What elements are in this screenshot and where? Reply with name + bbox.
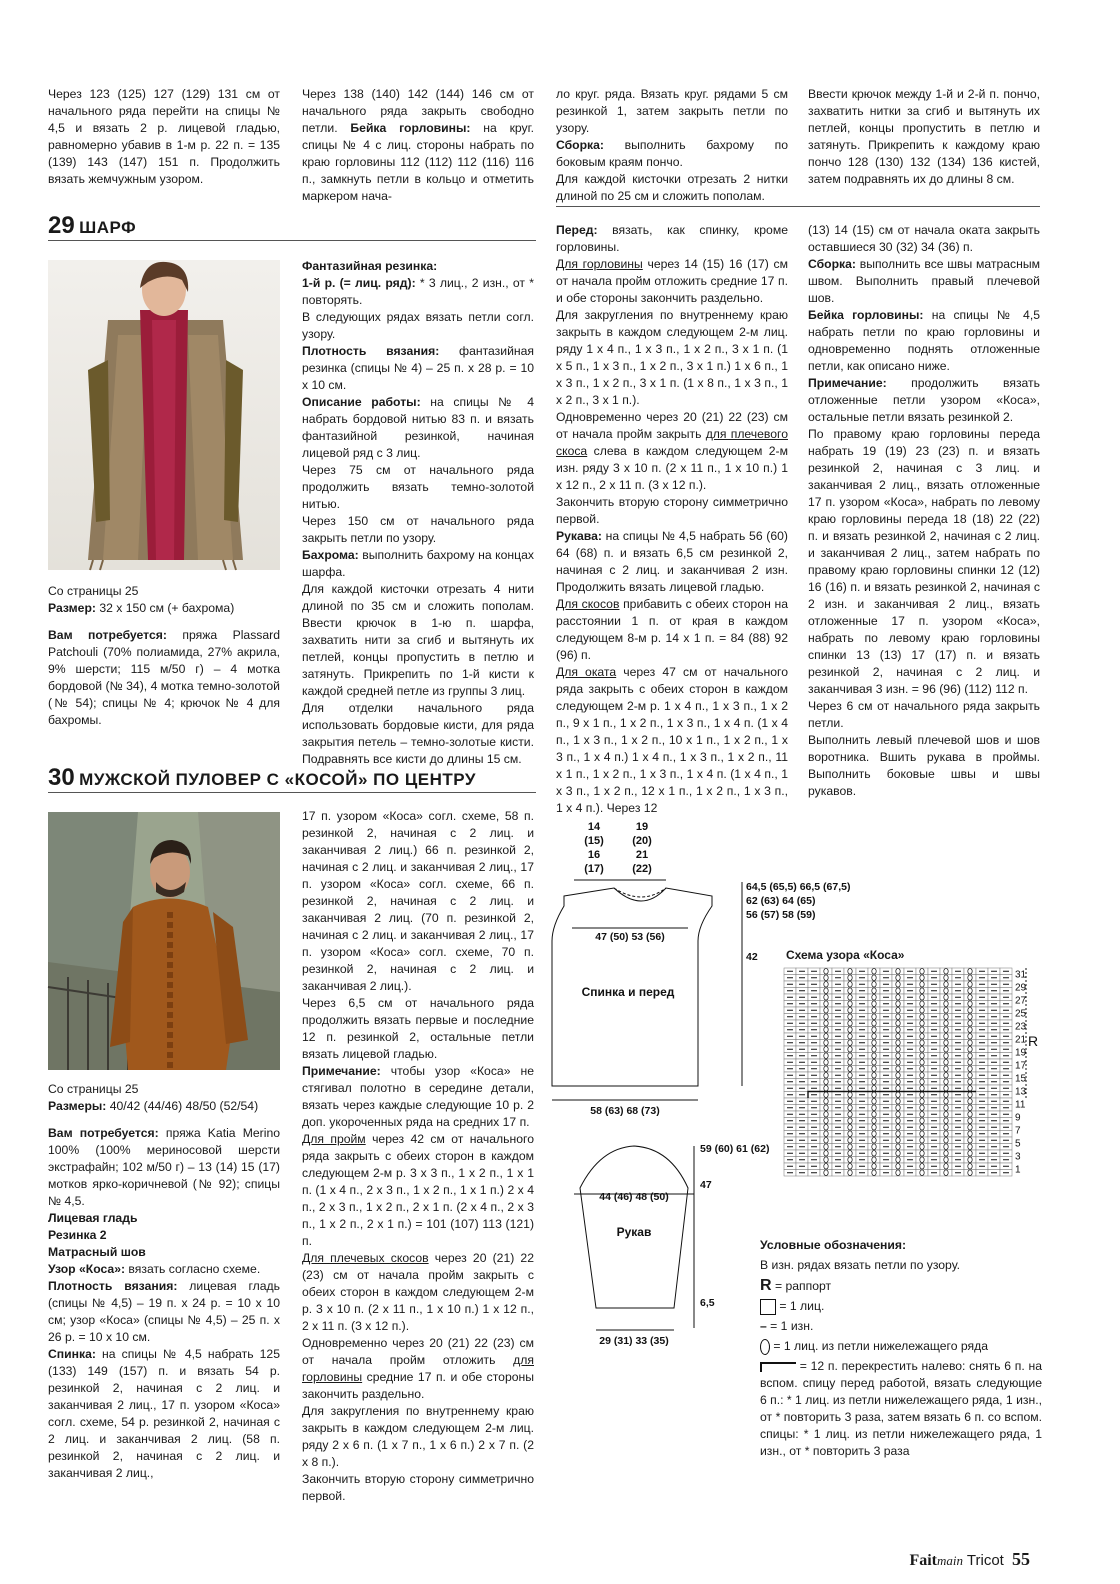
chart-cell: [940, 981, 952, 988]
chart-cell: [916, 1072, 928, 1079]
chart-cell: [868, 1040, 880, 1047]
chart-row-label: 7: [1015, 1125, 1021, 1137]
chart-cell: [892, 1033, 904, 1040]
chart-cell: [892, 1040, 904, 1047]
chart-cell: [892, 1072, 904, 1079]
chart-cell: [820, 1144, 832, 1151]
chart-cell: [964, 975, 976, 982]
page-number: 55: [1012, 1549, 1030, 1569]
chart-cell: [892, 994, 904, 1001]
chart-cell: [820, 1163, 832, 1170]
svg-text:(22): (22): [632, 863, 652, 875]
svg-text:21: 21: [635, 849, 649, 861]
chart-cell: [940, 1014, 952, 1021]
chart-cell: [844, 1079, 856, 1086]
chart-cell: [844, 1014, 856, 1021]
chart-cell: [964, 968, 976, 975]
s29-col-2: Фантазийная резинка: 1-й р. (= лиц. ряд): * 3 лиц., 2 изн., от * повторять. В следующих рядах вязать петли согл. узору. Плотность вязания: фантазийная резинка (спицы № 4) – 25 п. х 28 р. = 10 х 10 см. Описание работы: на спицы № 4 набрать бордовой нитью 83 п. и вязать фантазийной резинкой, начиная лицевой ряд с 3 лиц. Через 75 см от начального ряда продолжить вязать темно-золотой нитью. Через 150 см от начального ряда закрыть петли по узору. Бахрома: выполнить бахрому на концах шарфа. Для каждой кисточки отрезать 4 нити длиной по 35 см и сложить пополам. Ввести крючок в 1-ю п. шарфа, захватить нити за сгиб и вытянуть их петлей, концы пропустить в петлю и затянуть. Прикрепить по 1-й кисти к каждой средней петле из группы 3 лиц. Для отделки начального ряда использовать бордовые кисти, для ряда закрытия петель – темно-золотые кисти. Подравнять все кисти до длины 15 см.: [302, 259, 534, 766]
chart-row-label: 25: [1015, 1008, 1027, 1020]
chart-cell: [868, 1079, 880, 1086]
chart-cell: [820, 1124, 832, 1131]
chart-cell: [964, 1079, 976, 1086]
chart-cell: [916, 1040, 928, 1047]
chart-cell: [964, 1098, 976, 1105]
chart-cell: [964, 1033, 976, 1040]
chart-cell: [940, 1118, 952, 1125]
chart-cell: [916, 1079, 928, 1086]
s30-specs: Со страницы 25 Размеры: 40/42 (44/46) 48/50 (52/54) Вам потребуется: пряжа Katia Merino 100% (100% мериносовой шерсти экстрафайн; 102 м/50 г) – 13 (14) 15 (17) мотков ярко-коричневой (№ 92); спицы № 4,5. Лицевая гладь Резинка 2 Матрасный шов Узор «Коса»: вязать согласно схеме. Плотность вязания: лицевая гладь (спицы № 4,5) – 19 п. х 24 р. = 10 х 10 см; узор «Коса» (спицы № 4,5) – 25 п. х 26 р. = 10 х 10 см. Спинка: на спицы № 4,5 набрать 125 (133) 149 (157) п. и вязать 54 р. резинкой 2, начиная с 2 лиц. и заканчивая 2 лиц., 17 п. узором «Коса» согл. схеме, 54 р. резинкой 2, начиная с 2 лиц. и заканчивая 2 лиц. (58 п. резинкой 2, начиная с 2 лиц. и заканчивая 2 лиц.,: [48, 1082, 281, 1480]
chart-cell: [916, 1118, 928, 1125]
cable-cross-symbol: [760, 1362, 796, 1372]
chart-cell: [844, 1144, 856, 1151]
chart-cell: [820, 994, 832, 1001]
chart-cell: [940, 1124, 952, 1131]
chart-cell: [940, 1163, 952, 1170]
chart-cell: [892, 1131, 904, 1138]
chart-cell: [892, 1092, 904, 1099]
chart-cell: [820, 1007, 832, 1014]
chart-cell: [868, 988, 880, 995]
chart-cell: [916, 1014, 928, 1021]
chart-cell: [940, 1092, 952, 1099]
chart-cell: [940, 1040, 952, 1047]
svg-text:44 (46) 48 (50): 44 (46) 48 (50): [599, 1191, 669, 1203]
chart-row-label: 27: [1015, 995, 1027, 1007]
chart-cell: [916, 1150, 928, 1157]
chart-cell: [820, 1137, 832, 1144]
section-30-rule: [48, 792, 536, 793]
chart-row-label: 17: [1015, 1060, 1027, 1072]
chart-cell: [844, 1040, 856, 1047]
chart-cell: [940, 1150, 952, 1157]
chart-cell: [820, 1079, 832, 1086]
chart-cell: [964, 1040, 976, 1047]
chart-cell: [820, 1098, 832, 1105]
chart-cell: [964, 1137, 976, 1144]
chart-cell: [892, 1053, 904, 1060]
chart-cell: [964, 1163, 976, 1170]
chart-cell: [868, 1137, 880, 1144]
chart-cell: [820, 1131, 832, 1138]
chart-cell: [820, 1092, 832, 1099]
chart-cell: [844, 1131, 856, 1138]
chart-cell: [868, 1131, 880, 1138]
chart-cell: [964, 1105, 976, 1112]
chart-cell: [916, 1046, 928, 1053]
chart-cell: [868, 981, 880, 988]
s29-specs: Со страницы 25 Размер: 32 х 150 см (+ бахрома) Вам потребуется: пряжа Plassard Patchouli (70% полиамида, 27% акрила, 9% шерсти; 115 м/50 г) – 4 мотка бордовой (№ 34), 4 мотка темно-золотой (№ 54); спицы № 4; крючок № 4 для бахромы.: [48, 584, 281, 727]
kosa-chart: [784, 968, 1046, 1186]
chart-cell: [892, 981, 904, 988]
svg-text:62 (63) 64 (65): 62 (63) 64 (65): [746, 895, 816, 907]
chart-cell: [964, 1066, 976, 1073]
chart-cell: [940, 1111, 952, 1118]
chart-cell: [844, 1124, 856, 1131]
chart-row-label: 13: [1015, 1086, 1027, 1098]
chart-cell: [892, 1124, 904, 1131]
chart-cell: [940, 1066, 952, 1073]
chart-cell: [892, 988, 904, 995]
chart-cell: [820, 988, 832, 995]
chart-cell: [964, 1170, 976, 1177]
chart-cell: [820, 968, 832, 975]
chart-cell: [940, 1033, 952, 1040]
legend: Условные обозначения: В изн. рядах вязать петли по узору. R = раппорт = 1 лиц. – = 1 изн. = 1 лиц. из петли нижележащего ряда = 12 п. перекрестить налево: снять 6 п. на вспом. спицу перед работой, вязать следующие 6 п.: * 1 лиц. из петли нижележащего ряда, 1 изн., от * повторить 3 раза, затем вязать 6 п. со вспом. спицы: * 1 лиц. из петли нижележащего ряда, 1 изн., от * повторить 3 раза: [760, 1238, 1042, 1458]
chart-cell: [844, 1105, 856, 1112]
chart-cell: [844, 1092, 856, 1099]
chart-cell: [820, 981, 832, 988]
svg-text:59 (60) 61 (62): 59 (60) 61 (62): [700, 1143, 770, 1155]
chart-cell: [916, 1059, 928, 1066]
chart-cell: [964, 981, 976, 988]
scarf-photo: [48, 260, 280, 570]
chart-cell: [940, 968, 952, 975]
chart-cell: [868, 994, 880, 1001]
chart-cell: [916, 1131, 928, 1138]
chart-cell: [820, 1085, 832, 1092]
chart-cell: [940, 975, 952, 982]
chart-cell: [892, 1163, 904, 1170]
svg-text:Спинка и перед: Спинка и перед: [581, 985, 675, 999]
chart-cell: [868, 1144, 880, 1151]
chart-cell: [916, 1053, 928, 1060]
sleeve-schematic: [556, 1138, 792, 1358]
chart-cell: [964, 1118, 976, 1125]
chart-cell: [844, 1046, 856, 1053]
svg-text:(15): (15): [584, 835, 604, 847]
chart-cell: [916, 1170, 928, 1177]
chart-cell: [892, 1118, 904, 1125]
chart-row-label: 21: [1015, 1034, 1027, 1046]
svg-text:16: 16: [587, 849, 601, 861]
svg-text:29 (31) 33 (35): 29 (31) 33 (35): [599, 1335, 669, 1347]
chart-cell: [820, 1001, 832, 1008]
s29-col-4: (13) 14 (15) см от начала оката закрыть оставшиеся 30 (32) 34 (36) п. Сборка: выполнить все швы матрасным швом. Выполнить правый плечевой шов. Бейка горловины: на спицы № 4,5 набрать петли по краю горловины и одновременно поднять отложенные петли, как описано ниже. Примечание: продолжить вязать отложенные петли узором «Коса», остальные петли вязать резинкой 2. По правому краю горловины переда набрать 19 (19) 23 (23) п. и вязать резинкой 2, начиная с 3 лиц. и заканчивая 2 лиц., вязать отложенные 17 п. узором «Коса», набрать по левому краю горловины переда 18 (18) 22 (22) п. и вязать резинкой 2, начиная с 2 лиц. и заканчивая 2 лиц., затем набрать по правому краю горловины спинки 12 (12) 16 (16) п. и вязать резинкой 2, начиная с 2 изн. и заканчивая 2 лиц., вязать отложенные 17 п. узором «Коса», набрать по левому краю горловины спинки 13 (13) 17 (17) п. и вязать резинкой 2, начиная с 2 лиц. и заканчивая 3 изн. = 96 (96) (112) 112 п. Через 6 см от начального ряда закрыть петли. Выполнить левый плечевой шов и шов воротника. Вшить рукава в проймы. Выполнить боковые швы и швы рукавов.: [808, 223, 1041, 798]
chart-cell: [892, 1001, 904, 1008]
chart-row-label: 11: [1015, 1099, 1026, 1111]
knit-below-symbol: [760, 1339, 770, 1355]
chart-cell: [868, 1072, 880, 1079]
top-col-3: ло круг. ряда. Вязать круг. рядами 5 см резинкой 1, затем закрыть петли по узору. Сборка: выполнить бахрому по боковым краям пончо. Для каждой кисточки отрезать 2 нитки длиной по 25 см и сложить пополам.: [556, 87, 788, 203]
chart-cell: [916, 1124, 928, 1131]
chart-cell: [964, 1046, 976, 1053]
chart-cell: [916, 1027, 928, 1034]
chart-cell: [916, 1163, 928, 1170]
chart-cell: [964, 1124, 976, 1131]
chart-cell: [940, 1079, 952, 1086]
chart-cell: [820, 1014, 832, 1021]
chart-cell: [844, 1137, 856, 1144]
svg-text:47: 47: [700, 1179, 712, 1191]
chart-cell: [844, 1020, 856, 1027]
chart-cell: [940, 1027, 952, 1034]
chart-cell: [892, 1144, 904, 1151]
page-footer: Faitmain Tricot 55: [909, 1549, 1030, 1569]
chart-cell: [820, 1150, 832, 1157]
chart-cell: [916, 1066, 928, 1073]
section-29-heading: 29 ШАРФ: [48, 212, 137, 239]
chart-cell: [916, 1033, 928, 1040]
chart-cell: [820, 975, 832, 982]
pullover-photo: [48, 812, 280, 1070]
chart-cell: [868, 1124, 880, 1131]
svg-text:56 (57) 58 (59): 56 (57) 58 (59): [746, 909, 816, 921]
chart-cell: [820, 1066, 832, 1073]
chart-cell: [964, 1144, 976, 1151]
chart-cell: [892, 1157, 904, 1164]
chart-cell: [964, 1007, 976, 1014]
chart-cell: [940, 1098, 952, 1105]
chart-cell: [964, 1157, 976, 1164]
chart-cell: [868, 968, 880, 975]
chart-cell: [916, 1105, 928, 1112]
chart-cell: [892, 975, 904, 982]
chart-cell: [964, 1111, 976, 1118]
chart-cell: [940, 1007, 952, 1014]
chart-cell: [820, 1170, 832, 1177]
chart-cell: [892, 1085, 904, 1092]
chart-cell: [868, 1085, 880, 1092]
chart-cell: [892, 1170, 904, 1177]
svg-text:64,5 (65,5) 66,5 (67,5): 64,5 (65,5) 66,5 (67,5): [746, 881, 851, 893]
chart-cell: [868, 1170, 880, 1177]
chart-cell: [820, 1072, 832, 1079]
top-col-4: Ввести крючок между 1-й и 2-й п. пончо, захватить нитки за сгиб и вытянуть их петлей, концы пропустить в петлю и затянуть. Прикрепить к каждому краю пончо 128 (130) 132 (134) 136 кистей, затем подравнять их до длины 8 см.: [808, 87, 1040, 186]
chart-cell: [940, 1053, 952, 1060]
chart-cell: [844, 1033, 856, 1040]
chart-cell: [844, 981, 856, 988]
chart-cell: [844, 1098, 856, 1105]
chart-cell: [868, 1118, 880, 1125]
chart-cell: [844, 1007, 856, 1014]
chart-cell: [916, 1085, 928, 1092]
chart-cell: [916, 1092, 928, 1099]
chart-cell: [868, 1007, 880, 1014]
chart-cell: [916, 988, 928, 995]
chart-cell: [940, 1085, 952, 1092]
s29-col-3: Перед: вязать, как спинку, кроме горловины. Для горловины через 14 (15) 16 (17) см от начала пройм отложить средние 17 п. и обе стороны закончить раздельно. Для закругления по внутреннему краю закрыть в каждом следующем 2-м лиц. ряду 1 х 4 п., 1 х 3 п., 1 х 2 п., 3 х 1 п. (1 х 5 п., 1 х 3 п., 1 х 2 п., 3 х 1 п.) 1 х 6 п., 1 х 3 п., 1 х 2 п., 3 х 1 п. (1 х 8 п., 1 х 3 п., 1 х 2 п., 3 х 1 п.). Одновременно через 20 (21) 22 (23) см от начала пройм закрыть для плечевого скоса слева в каждом следующем 2-м изн. ряду 3 х 10 п. (2 х 11 п., 1 х 10 п.) 1 х 12 п., 2 х 11 п. (3 х 12 п.). Закончить вторую сторону симметрично первой. Рукава: на спицы № 4,5 набрать 56 (60) 64 (68) п. и вязать 6,5 см резинкой 2, начиная с 2 лиц. и заканчивая 2 изн. Продолжить вязать лицевой гладью. Для скосов прибавить с обеих сторон на расстоянии 1 п. от края в каждом следующем 8-м р. 14 х 1 п. = 84 (88) 92 (96) п. Для оката через 47 см от начального ряда закрыть с обеих сторон в каждом следующем 2-м р. 1 х 4 п., 1 х 3 п., 1 х 2 п., 9 х 1 п., 1 х 2 п., 1 х 3 п., 1 х 4 п. (1 х 4 п., 1 х 3 п., 1 х 2 п., 10 х 1 п., 1 х 2 п., 1 х 3 п., 1 х 4 п.) 1 х 4 п., 1 х 3 п., 1 х 2 п., 11 х 1 п., 1 х 2 п., 1 х 3 п., 1 х 4 п. (1 х 4 п., 1 х 3 п., 1 х 2 п., 12 х 1 п., 1 х 2 п., 1 х 3 п., 1 х 4 п.). Через 12: [556, 223, 788, 815]
chart-cell: [844, 1157, 856, 1164]
chart-cell: [892, 1027, 904, 1034]
chart-cell: [892, 1014, 904, 1021]
chart-cell: [940, 1020, 952, 1027]
chart-cell: [964, 1059, 976, 1066]
chart-cell: [916, 968, 928, 975]
chart-cell: [916, 981, 928, 988]
knit-symbol: [760, 1299, 776, 1315]
section-29-rule: [48, 240, 536, 241]
chart-cell: [964, 1150, 976, 1157]
chart-row-label: 29: [1015, 982, 1027, 994]
chart-cell: [916, 975, 928, 982]
chart-cell: [844, 1085, 856, 1092]
chart-cell: [892, 1111, 904, 1118]
chart-cell: [844, 988, 856, 995]
svg-text:Рукав: Рукав: [616, 1225, 652, 1239]
chart-cell: [844, 1150, 856, 1157]
chart-cell: [964, 1085, 976, 1092]
chart-cell: [844, 1001, 856, 1008]
svg-text:(20): (20): [632, 835, 652, 847]
chart-cell: [844, 1111, 856, 1118]
chart-cell: [820, 1046, 832, 1053]
chart-row-label: 3: [1015, 1151, 1021, 1163]
chart-cell: [940, 1157, 952, 1164]
purl-symbol: –: [760, 1319, 767, 1333]
chart-cell: [844, 968, 856, 975]
chart-cell: [940, 988, 952, 995]
svg-text:(17): (17): [584, 863, 604, 875]
chart-cell: [844, 1059, 856, 1066]
chart-cell: [844, 1027, 856, 1034]
svg-text:6,5: 6,5: [700, 1297, 715, 1309]
top-col-2: Через 138 (140) 142 (144) 146 см от начального ряда закрыть свободно петли. Бейка горловины: на круг. спицы № 4 с лиц. стороны набрать по краю горловины 112 (112) 112 (116) 116 п., замкнуть петли в кольцо и отметить маркером нача-: [302, 87, 534, 203]
chart-cell: [844, 1118, 856, 1125]
chart-cell: [940, 1001, 952, 1008]
shoulder-label: 19: [635, 821, 649, 833]
chart-cell: [820, 1040, 832, 1047]
chart-cell: [844, 1163, 856, 1170]
chart-cell: [916, 1098, 928, 1105]
chart-cell: [868, 1111, 880, 1118]
chart-cell: [940, 1170, 952, 1177]
chart-cell: [892, 1137, 904, 1144]
chart-cell: [820, 1111, 832, 1118]
chart-cell: [844, 994, 856, 1001]
chart-cell: [892, 1105, 904, 1112]
chart-cell: [868, 1059, 880, 1066]
chart-cell: [820, 1020, 832, 1027]
chart-cell: [940, 1131, 952, 1138]
chart-cell: [916, 994, 928, 1001]
chart-cell: [820, 1118, 832, 1125]
chart-cell: [868, 1092, 880, 1099]
chart-cell: [940, 994, 952, 1001]
chart-cell: [844, 1072, 856, 1079]
chart-cell: [844, 1053, 856, 1060]
chart-cell: [964, 1072, 976, 1079]
chart-cell: [844, 1066, 856, 1073]
chart-cell: [964, 988, 976, 995]
chart-cell: [964, 1027, 976, 1034]
svg-text:58 (63) 68 (73): 58 (63) 68 (73): [590, 1105, 660, 1117]
chart-cell: [892, 968, 904, 975]
chart-cell: [916, 1157, 928, 1164]
chart-cell: [868, 1053, 880, 1060]
chart-row-label: 1: [1015, 1164, 1021, 1176]
chart-cell: [940, 1137, 952, 1144]
chart-cell: [892, 1098, 904, 1105]
chart-cell: [916, 1007, 928, 1014]
chart-cell: [820, 1053, 832, 1060]
svg-text:47 (50) 53 (56): 47 (50) 53 (56): [595, 931, 665, 943]
chart-cell: [820, 1027, 832, 1034]
chart-cell: [844, 1170, 856, 1177]
chart-cell: [892, 1066, 904, 1073]
chart-cell: [868, 1020, 880, 1027]
chart-row-label: 5: [1015, 1138, 1021, 1150]
section-29-rule-right: [556, 206, 1040, 207]
chart-cell: [868, 1014, 880, 1021]
chart-cell: [868, 1157, 880, 1164]
chart-title: Схема узора «Коса»: [786, 948, 905, 962]
section-30-heading: 30 МУЖСКОЙ ПУЛОВЕР С «КОСОЙ» ПО ЦЕНТРУ: [48, 764, 476, 791]
chart-cell: [964, 994, 976, 1001]
chart-row-label: 15: [1015, 1073, 1027, 1085]
chart-cell: [940, 1059, 952, 1066]
chart-cell: [964, 1053, 976, 1060]
chart-cell: [916, 1144, 928, 1151]
chart-cell: [868, 1105, 880, 1112]
chart-cell: [820, 1157, 832, 1164]
chart-cell: [964, 1001, 976, 1008]
chart-cell: [916, 1020, 928, 1027]
chart-cell: [964, 1131, 976, 1138]
chart-cell: [820, 1033, 832, 1040]
s30-col-2: 17 п. узором «Коса» согл. схеме, 58 п. резинкой 2, начиная с 2 лиц. и заканчивая 2 лиц.) 66 п. резинкой 2, начиная с 2 лиц. и заканчивая 2 лиц., 17 п. узором «Коса» согл. схеме, 66 п. резинкой 2, начиная с 2 лиц. и заканчивая 2 лиц. (70 п. резинкой 2, начиная с 2 лиц. и заканчивая 2 лиц., 17 п. узором «Коса» согл. схеме, 70 п. резинкой 2, начиная с 2 лиц. и заканчивая 2 лиц.). Через 6,5 см от начального ряда продолжить вязать первые и последние 12 п. резинкой 2, остальные петли вязать лицевой гладью. Примечание: чтобы узор «Коса» не стягивал полотно в середине детали, вязать через каждые следующие 10 р. 2 доп. укороченных ряда на средних 17 п. Для пройм через 42 см от начального ряда закрыть с обеих сторон в каждом следующем 2-м р. 3 х 3 п., 1 х 2 п., 1 х 1 п. (1 х 4 п., 2 х 3 п., 1 х 2 п., 1 х 1 п.) 2 х 4 п., 2 х 3 п., 1 х 2 п., 2 х 1 п. (2 х 4 п., 2 х 3 п., 1 х 2 п., 2 х 1 п.) = 101 (107) 113 (121) п. Для плечевых скосов через 20 (21) 22 (23) см от начала пройм закрыть с обеих сторон в каждом следующем 2-м р. 3 х 10 п. (2 х 11 п., 1 х 10 п.) 1 х 12 п., 2 х 11 п. (3 х 12 п.). Одновременно через 20 (21) 22 (23) см от начала пройм отложить для горловины средние 17 п. и обе стороны закончить раздельно. Для закругления по внутреннему краю закрыть в каждом следующем 2-м лиц. ряду 2 х 6 п. (1 х 7 п., 1 х 6 п.) 2 х 7 п. (2 х 8 п.). Закончить вторую сторону симметрично первой.: [302, 809, 534, 1503]
neck-width-label: 14: [587, 821, 601, 833]
chart-row-label: 31: [1015, 969, 1027, 981]
chart-cell: [892, 1079, 904, 1086]
repeat-symbol: R: [760, 1277, 772, 1294]
chart-cell: [916, 1111, 928, 1118]
chart-cell: [964, 1014, 976, 1021]
chart-cell: [820, 1059, 832, 1066]
chart-cell: [868, 1163, 880, 1170]
chart-row-label: 19: [1015, 1047, 1027, 1059]
svg-text:42: 42: [746, 951, 758, 963]
chart-cell: [940, 1105, 952, 1112]
chart-cell: [892, 1020, 904, 1027]
chart-cell: [868, 1098, 880, 1105]
chart-cell: [916, 1001, 928, 1008]
chart-row-label: 23: [1015, 1021, 1027, 1033]
chart-row-label: 9: [1015, 1112, 1021, 1124]
chart-cell: [916, 1137, 928, 1144]
top-col-1: Через 123 (125) 127 (129) 131 см от начального ряда перейти на спицы № 4,5 и вязать 2 р. лицевой гладью, равномерно убавив в 1-м р. 22 п. = 135 (139) 143 (147) 151 п. Продолжить вязать жемчужным узором.: [48, 87, 280, 186]
chart-cell: [892, 1150, 904, 1157]
chart-cell: [892, 1046, 904, 1053]
chart-cell: [964, 1092, 976, 1099]
chart-cell: [892, 1059, 904, 1066]
chart-cell: [868, 1046, 880, 1053]
chart-cell: [868, 1001, 880, 1008]
chart-cell: [868, 1033, 880, 1040]
chart-cell: [940, 1144, 952, 1151]
chart-cell: [868, 1027, 880, 1034]
repeat-marker: R: [1028, 1033, 1039, 1049]
chart-cell: [892, 1007, 904, 1014]
chart-cell: [940, 1072, 952, 1079]
chart-cell: [820, 1105, 832, 1112]
chart-cell: [940, 1046, 952, 1053]
chart-cell: [844, 975, 856, 982]
chart-cell: [868, 1066, 880, 1073]
chart-cell: [964, 1020, 976, 1027]
chart-cell: [868, 975, 880, 982]
chart-cell: [868, 1150, 880, 1157]
